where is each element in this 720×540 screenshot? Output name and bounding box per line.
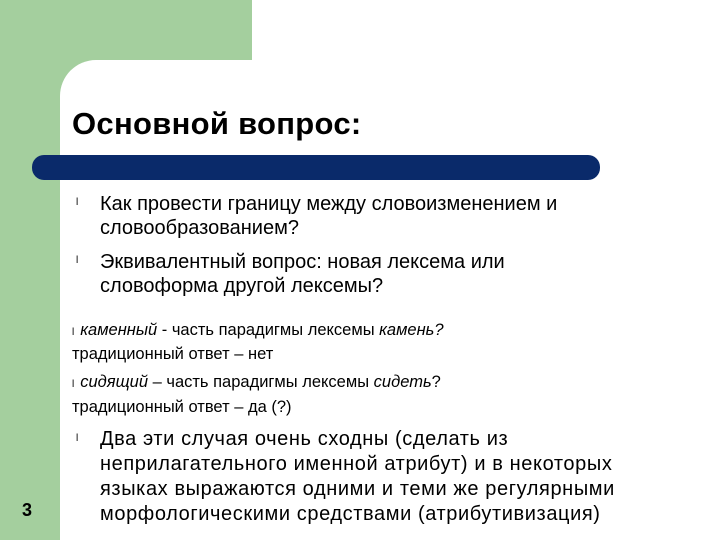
example-2-qmark: ? [431, 373, 441, 391]
example-1-lexeme: камень? [379, 321, 444, 339]
slide-title: Основной вопрос: [72, 106, 362, 141]
slide-number: 3 [22, 500, 33, 520]
title-divider-bar [32, 155, 600, 180]
example-2-text: – часть парадигмы лексемы [148, 373, 374, 391]
example-2-lexeme: сидеть [373, 373, 432, 391]
bullet-marker: l [72, 327, 75, 338]
bullet-3-line-3: языках выражаются одними и теми же регулярными [100, 478, 615, 500]
bullet-marker: l [76, 255, 79, 266]
example-1-text: - часть парадигмы лексемы [157, 321, 380, 339]
bullet-3-line-2: неприлагательного именной атрибут) и в некоторых [100, 453, 613, 475]
bullet-3-line-1: Два эти случая очень сходны (сделать из [100, 428, 509, 450]
example-2-line [72, 370, 441, 397]
example-1-answer: традиционный ответ – нет [72, 345, 274, 363]
example-1-line [72, 318, 444, 345]
example-2-word: сидящий [80, 373, 148, 391]
bullet-2-line-2: словоформа другой лексемы? [100, 275, 384, 297]
bullet-marker: l [76, 433, 79, 444]
bullet-marker: l [76, 197, 79, 208]
bullet-1-line-1: Как провести границу между словоизменением и [100, 193, 558, 215]
bullet-1-line-2: словообразованием? [100, 217, 299, 239]
example-1-word: каменный [80, 321, 158, 339]
example-2-answer: традиционный ответ – да (?) [72, 398, 292, 416]
bullet-marker: l [72, 379, 75, 390]
bullet-2-line-1: Эквивалентный вопрос: новая лексема или [100, 251, 505, 273]
bullet-3-line-4: морфологическими средствами (атрибутивизация) [100, 503, 601, 525]
